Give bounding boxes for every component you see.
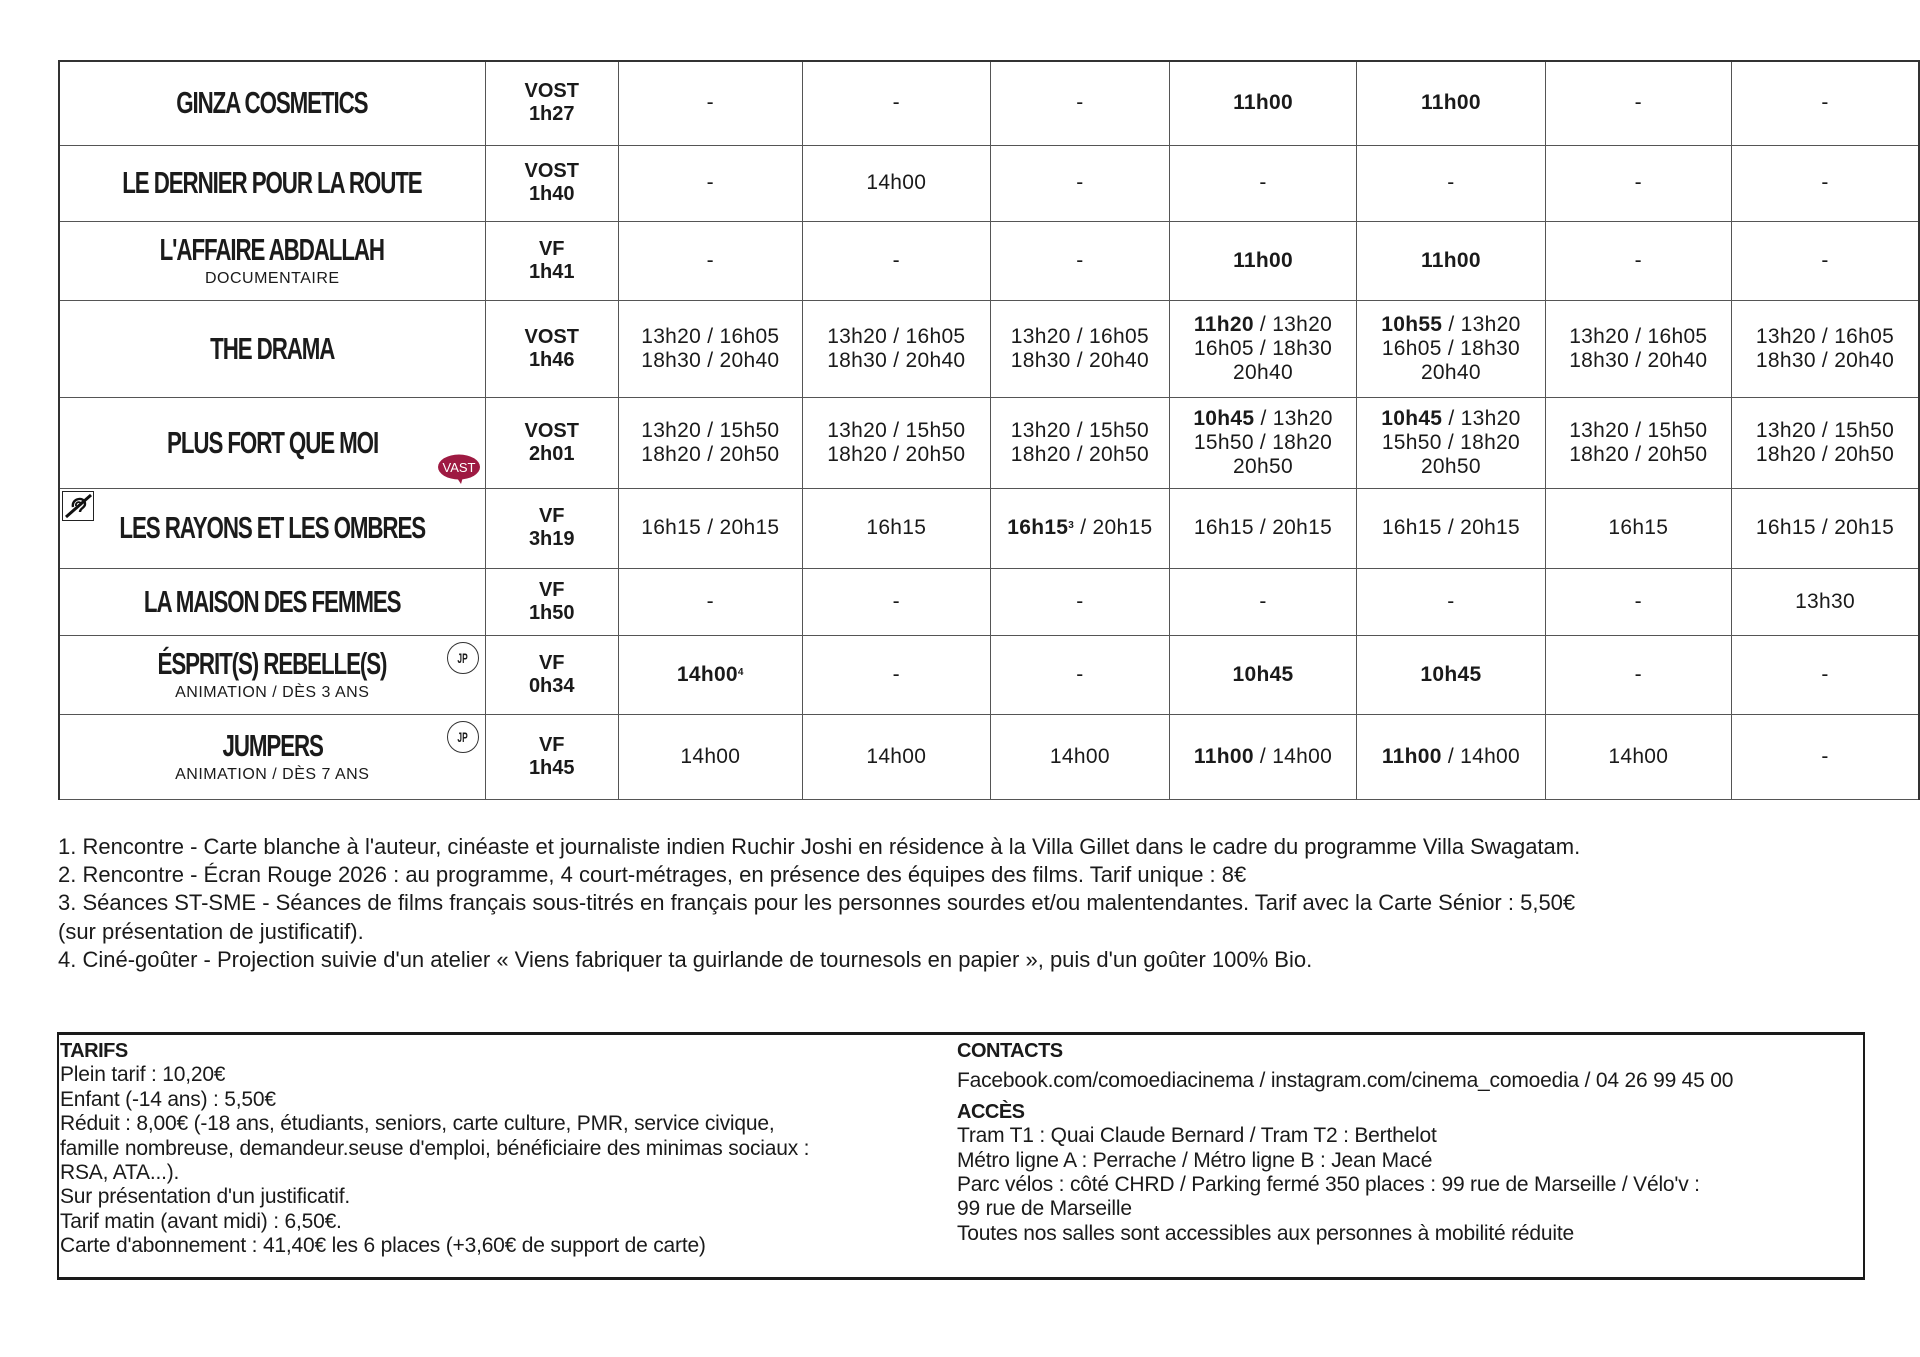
showtime-cell [618, 568, 802, 635]
showtime-cell [802, 397, 990, 488]
footnote-3-continued: (sur présentation de justificatif). [58, 918, 364, 944]
film-title-cell [59, 397, 485, 488]
showtime-text: - [1259, 171, 1267, 194]
film-format-cell [485, 635, 618, 714]
showtime-text: 14h00 [1049, 744, 1110, 768]
showtime-text: - [1821, 248, 1829, 272]
showtime-cell [802, 300, 990, 397]
film-title: PLUS FORT QUE MOI [166, 424, 378, 460]
showtime-cell [990, 397, 1169, 488]
vast-badge-icon [437, 454, 481, 482]
showtime-cell [1169, 397, 1356, 488]
showtime-text: / 13h20 [1442, 312, 1521, 336]
showtime-text: 13h20 / 15h50 [1755, 418, 1895, 442]
showtime-text: - [706, 589, 714, 613]
showtime-cell [1545, 635, 1731, 714]
showtime-text: - [1447, 589, 1455, 613]
showtime-text: - [892, 589, 900, 613]
showtime-cell [1545, 300, 1731, 397]
showtime-cell [802, 221, 990, 300]
film-subtitle: ANIMATION / DÈS 7 ANS [175, 765, 370, 783]
showtime-cell [618, 145, 802, 221]
film-title-cell [59, 635, 485, 714]
showtime-highlight: 11h00 [1233, 248, 1293, 272]
showtime-cell [618, 714, 802, 799]
showtime-text: - [1076, 589, 1084, 613]
showtime-cell [1169, 61, 1356, 145]
showtime-cell [990, 61, 1169, 145]
showtime-text: - [1076, 248, 1084, 272]
film-duration: 0h34 [528, 674, 575, 697]
showtime-text: - [892, 662, 900, 686]
showtime-text: - [1634, 662, 1642, 686]
showtime-highlight: 10h45 [1232, 662, 1294, 686]
film-version: VF [538, 578, 565, 601]
film-title-cell [59, 61, 485, 145]
showtime-text: 14h00 [680, 744, 741, 768]
schedule-table [58, 60, 1920, 800]
showtime-cell [802, 568, 990, 635]
showtime-text: - [1634, 91, 1642, 115]
acces-heading: ACCÈS [957, 1100, 1025, 1123]
showtime-cell [1545, 488, 1731, 568]
showtime-cell [990, 488, 1169, 568]
showtime-text: 13h20 / 16h05 [641, 324, 780, 348]
tarif-line: Enfant (-14 ans) : 5,50€ [60, 1087, 276, 1111]
showtime-cell [1732, 635, 1919, 714]
film-version: VF [538, 651, 565, 674]
showtime-cell [1545, 568, 1731, 635]
showtime-cell [1545, 61, 1731, 145]
showtime-cell [618, 300, 802, 397]
showtime-text: 20h50 [1420, 454, 1481, 478]
showtime-text: - [1634, 171, 1642, 194]
showtime-text: 16h05 / 18h30 [1193, 336, 1333, 360]
showtime-cell [1545, 714, 1731, 799]
showtime-text: 14h00 [866, 171, 927, 194]
showtime-text: 20h40 [1420, 360, 1481, 384]
showtime-cell [618, 635, 802, 714]
contacts-heading: CONTACTS [957, 1040, 1063, 1062]
hearing-loop-icon [62, 491, 94, 521]
acces-line: Toutes nos salles sont accessibles aux personnes à mobilité réduite [957, 1221, 1574, 1245]
showtime-text: / 14h00 [1253, 744, 1333, 768]
showtime-cell [1732, 714, 1919, 799]
showtime-cell [1169, 300, 1356, 397]
film-version: VF [538, 733, 565, 756]
tarifs-heading: TARIFS [60, 1040, 128, 1062]
tarif-line: Réduit : 8,00€ (-18 ans, étudiants, seniors, carte culture, PMR, service civique, [60, 1112, 775, 1136]
showtime-cell [1357, 397, 1545, 488]
showtime-cell [1732, 397, 1919, 488]
showtime-cell [990, 568, 1169, 635]
showtime-text: 16h15 / 20h15 [641, 516, 780, 539]
showtime-text: - [1259, 589, 1267, 613]
showtime-text: - [892, 248, 900, 272]
showtime-text: 18h30 / 20h40 [1755, 348, 1895, 372]
footnote-2: 2. Rencontre - Écran Rouge 2026 : au programme, 4 court-métrages, en présence des équipes des films. Tarif unique : 8€ [58, 862, 1247, 888]
showtime-text: 13h20 / 15h50 [641, 418, 780, 442]
film-title: LE DERNIER POUR LA ROUTE [122, 165, 422, 200]
showtime-text: - [1821, 91, 1829, 115]
film-title: L'AFFAIRE ABDALLAH [160, 231, 385, 267]
film-title: LES RAYONS ET LES OMBRES [119, 510, 426, 545]
film-title-cell [59, 300, 485, 397]
showtime-text: - [706, 248, 714, 272]
film-title-cell [59, 568, 485, 635]
showtime-cell [990, 221, 1169, 300]
showtime-cell [618, 397, 802, 488]
showtime-text: - [706, 171, 714, 194]
showtime-highlight: 10h55 [1381, 312, 1443, 336]
showtime-text: 18h30 / 20h40 [1010, 348, 1149, 372]
showtime-cell [1732, 300, 1919, 397]
film-title: JUMPERS [222, 727, 323, 763]
showtime-text: 16h15 [1608, 516, 1669, 539]
showtime-highlight: 16h15 [1007, 516, 1069, 539]
showtime-text: 13h20 / 16h05 [1010, 324, 1149, 348]
film-duration: 1h45 [528, 756, 575, 779]
showtime-cell [1357, 714, 1545, 799]
showtime-cell [1169, 714, 1356, 799]
film-format-cell [485, 221, 618, 300]
showtime-text: 16h15 / 20h15 [1381, 516, 1521, 539]
film-title: GINZA COSMETICS [176, 85, 368, 121]
acces-line: Métro ligne A : Perrache / Métro ligne B : Jean Macé [957, 1148, 1433, 1172]
film-format-cell [485, 300, 618, 397]
showtime-cell [990, 714, 1169, 799]
showtime-cell [1732, 221, 1919, 300]
showtime-cell [802, 145, 990, 221]
showtime-highlight: 11h00 [1193, 744, 1254, 768]
film-row [59, 568, 1919, 635]
footnotes [58, 833, 1580, 974]
film-title-cell [59, 488, 485, 568]
tarif-line: Plein tarif : 10,20€ [60, 1063, 226, 1087]
showtime-cell [1357, 568, 1545, 635]
showtime-text: 18h30 / 20h40 [641, 348, 780, 372]
showtime-text: / 13h20 [1253, 312, 1333, 336]
showtime-highlight: 10h45 [1193, 406, 1255, 430]
showtime-text: 18h20 / 20h50 [1010, 442, 1149, 466]
film-format-cell [485, 145, 618, 221]
film-format-cell [485, 488, 618, 568]
showtime-text: 16h15 [866, 516, 927, 539]
showtime-cell [1732, 145, 1919, 221]
showtime-text: 13h20 / 16h05 [827, 324, 966, 348]
info-box [57, 1032, 1865, 1280]
svg-text:VAST: VAST [442, 459, 475, 475]
film-subtitle: DOCUMENTAIRE [204, 269, 340, 287]
showtime-cell [802, 61, 990, 145]
showtime-cell [618, 488, 802, 568]
film-duration: 1h40 [528, 183, 575, 205]
showtime-text: - [1076, 91, 1084, 115]
film-duration: 1h41 [528, 260, 575, 283]
showtime-cell [802, 635, 990, 714]
showtime-text: 18h20 / 20h50 [1755, 442, 1895, 466]
film-version: VOST [524, 160, 579, 182]
film-title-cell [59, 714, 485, 799]
showtime-cell [802, 714, 990, 799]
showtime-text: 14h00 [1608, 744, 1669, 768]
showtime-cell [1545, 397, 1731, 488]
footnote-4: 4. Ciné-goûter - Projection suivie d'un atelier « Viens fabriquer ta guirlande de tournesols en papier », puis d'un goûter 100% Bio. [58, 946, 1313, 972]
film-version: VOST [524, 80, 579, 103]
showtime-text: - [1447, 171, 1455, 194]
contacts-section [957, 1039, 1862, 1246]
showtime-cell [1732, 568, 1919, 635]
film-format-cell [485, 568, 618, 635]
film-version: VOST [524, 419, 579, 442]
showtime-cell [1357, 145, 1545, 221]
showtime-cell [1357, 635, 1545, 714]
showtime-text: 13h20 / 16h05 [1755, 324, 1895, 348]
showtime-cell [1169, 635, 1356, 714]
footnote-3: 3. Séances ST-SME - Séances de films français sous-titrés en français pour les personnes sourdes et/ou malentendantes. Tarif avec la Carte Sénior : 5,50€ [58, 890, 1576, 916]
showtime-text: - [1634, 248, 1642, 272]
showtime-cell [1545, 221, 1731, 300]
showtime-cell [1732, 61, 1919, 145]
film-title: ÉSPRIT(S) REBELLE(S) [157, 645, 387, 681]
film-duration: 1h46 [528, 348, 575, 371]
contacts-line: Facebook.com/comoediacinema / instagram.com/cinema_comoedia / 04 26 99 45 00 [957, 1069, 1734, 1093]
footnote-ref: 4 [737, 666, 744, 678]
showtime-cell [990, 635, 1169, 714]
footnote-1: 1. Rencontre - Carte blanche à l'auteur, cinéaste et journaliste indien Ruchir Joshi en résidence à la Villa Gillet dans le cadre du programme Villa Swagatam. [58, 834, 1581, 859]
film-duration: 1h27 [528, 103, 575, 126]
showtime-highlight: 11h00 [1381, 744, 1442, 768]
showtime-text: 18h20 / 20h50 [1569, 442, 1708, 466]
showtime-text: 15h50 / 18h20 [1193, 430, 1333, 454]
showtime-text: - [1076, 171, 1084, 194]
tarif-line: Carte d'abonnement : 41,40€ les 6 places (+3,60€ de support de carte) [60, 1234, 706, 1258]
showtime-text: / 13h20 [1442, 406, 1521, 430]
film-format-cell [485, 397, 618, 488]
showtime-cell [618, 61, 802, 145]
film-duration: 1h50 [528, 601, 575, 624]
showtime-cell [1169, 221, 1356, 300]
showtime-highlight: 11h00 [1233, 91, 1293, 115]
film-title: LA MAISON DES FEMMES [143, 583, 401, 619]
showtime-highlight: 11h00 [1420, 91, 1481, 115]
showtime-text: - [1821, 662, 1829, 686]
showtime-text: 16h15 / 20h15 [1193, 516, 1333, 539]
acces-line: 99 rue de Marseille [957, 1197, 1132, 1221]
showtime-cell [1732, 488, 1919, 568]
showtime-cell [990, 300, 1169, 397]
tarif-line: Sur présentation d'un justificatif. [60, 1185, 351, 1209]
showtime-cell [1169, 145, 1356, 221]
showtime-text: 18h20 / 20h50 [641, 442, 780, 466]
acces-line: Parc vélos : côté CHRD / Parking fermé 350 places : 99 rue de Marseille / Vélo'v : [957, 1173, 1700, 1197]
showtime-cell [1357, 61, 1545, 145]
jp-badge-icon: JP [447, 721, 479, 753]
film-row [59, 488, 1919, 568]
film-duration: 3h19 [528, 528, 575, 550]
showtime-text: 16h15 / 20h15 [1755, 516, 1895, 539]
film-row [59, 145, 1919, 221]
showtime-cell [1169, 568, 1356, 635]
showtime-cell [1545, 145, 1731, 221]
showtime-highlight: 11h00 [1420, 248, 1481, 272]
tarif-line: famille nombreuse, demandeur.seuse d'emploi, bénéficiaire des minimas sociaux : [60, 1136, 810, 1160]
film-row [59, 635, 1919, 714]
film-version: VOST [524, 325, 579, 348]
film-title: THE DRAMA [210, 330, 335, 366]
showtime-text: 18h20 / 20h50 [827, 442, 966, 466]
showtime-cell [1357, 221, 1545, 300]
film-row [59, 61, 1919, 145]
film-version: VF [538, 505, 565, 527]
showtime-text: / 14h00 [1441, 744, 1521, 768]
showtime-highlight: 10h45 [1420, 662, 1482, 686]
film-duration: 2h01 [528, 442, 575, 465]
showtime-text: / 20h15 [1074, 516, 1153, 539]
showtime-text: 20h40 [1233, 360, 1293, 384]
footnote-ref: 3 [1068, 520, 1075, 531]
film-version: VF [538, 237, 565, 260]
showtime-highlight: 14h00 [676, 662, 738, 686]
showtime-text: - [1076, 662, 1084, 686]
showtime-text: - [1634, 589, 1642, 613]
showtime-cell [1357, 300, 1545, 397]
showtime-text: 13h20 / 15h50 [827, 418, 966, 442]
showtime-cell [1169, 488, 1356, 568]
showtime-text: 15h50 / 18h20 [1381, 430, 1521, 454]
showtime-text: 16h05 / 18h30 [1381, 336, 1521, 360]
showtime-highlight: 10h45 [1381, 406, 1443, 430]
showtime-text: 18h30 / 20h40 [827, 348, 966, 372]
tarif-line: RSA, ATA...). [60, 1161, 180, 1185]
showtime-text: 13h20 / 15h50 [1569, 418, 1708, 442]
showtime-cell [618, 221, 802, 300]
showtime-text: - [892, 91, 900, 115]
showtime-text: 13h30 [1795, 589, 1855, 613]
tarifs-section [60, 1039, 960, 1259]
showtime-text: 14h00 [866, 744, 927, 768]
film-row [59, 300, 1919, 397]
film-row [59, 221, 1919, 300]
tarif-line: Tarif matin (avant midi) : 6,50€. [60, 1209, 342, 1233]
film-format-cell [485, 61, 618, 145]
showtime-cell [1357, 488, 1545, 568]
showtime-highlight: 11h20 [1193, 312, 1254, 336]
showtime-text: 13h20 / 15h50 [1010, 418, 1149, 442]
showtime-text: 18h30 / 20h40 [1569, 348, 1708, 372]
showtime-cell [990, 145, 1169, 221]
acces-line: Tram T1 : Quai Claude Bernard / Tram T2 : Berthelot [957, 1124, 1437, 1148]
film-title-cell [59, 145, 485, 221]
film-row [59, 714, 1919, 799]
film-title-cell [59, 221, 485, 300]
film-subtitle: ANIMATION / DÈS 3 ANS [175, 683, 370, 701]
film-format-cell [485, 714, 618, 799]
showtime-text: / 13h20 [1254, 406, 1333, 430]
showtime-text: - [706, 91, 714, 115]
showtime-cell [802, 488, 990, 568]
jp-badge-icon: JP [447, 642, 479, 674]
showtime-text: 13h20 / 16h05 [1569, 324, 1708, 348]
showtime-text: 20h50 [1233, 454, 1293, 478]
film-row [59, 397, 1919, 488]
showtime-text: - [1821, 171, 1829, 194]
showtime-text: - [1821, 744, 1829, 768]
